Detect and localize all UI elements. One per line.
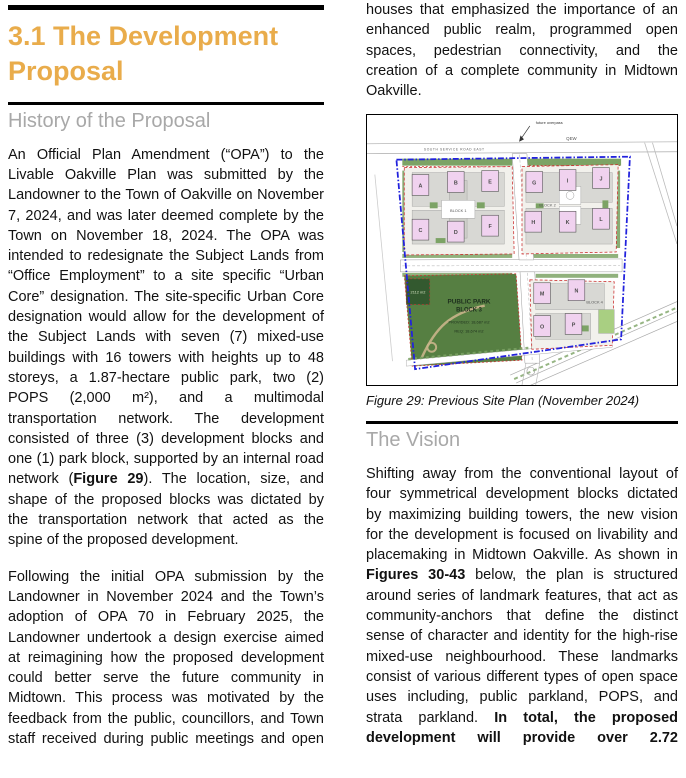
figure-29-site-plan — [366, 114, 678, 386]
block-1-label: BLOCK 1 — [449, 208, 467, 214]
park-title-label: PUBLIC PARK — [447, 299, 491, 307]
paragraph-history-2: Following the initial OPA submission by the Landowner in November 2024 and the Town’s adoption of OPA 70 in February 2025, the Landowner undertook a design exercise aimed at reimagining how the proposed development could better serve the future community in Midtown. This process was motivated by the feedback from the public, councillors, and Town staff received during public meetings and open — [8, 568, 324, 747]
park-block-label: BLOCK 3 — [456, 308, 482, 315]
development-block-1 — [404, 167, 514, 255]
subheading-history: History of the Proposal — [8, 109, 211, 132]
tower-label: P — [571, 322, 576, 329]
paragraph-history-1: An Official Plan Amendment (“OPA”) to the Livable Oakville Plan was submitted by the Landowner to the Town of Oakville on November 7, 2024, and was later deemed complete by the Town on November 18, 2024. The OPA was intended to redesignate the Subject Lands from “Office Employment” to a site specific “Urban Core” designation. The site-specific Urban Core designation would allow for the development of the Subject Lands with seven (7) mixed-use buildings with 16 towers with heights up to 48 storeys, a 1.87-hectare public park, two (2) POPS (2,000 m²), and a multimodal transportation network. The development consisted of three (3) development blocks and one (1) park block, supported by an internal road network (Figure 29). The location, size, and shape of the proposed blocks was dictated by the transportation network that acted as the spine of the proposed development. — [8, 146, 324, 549]
park-required-label: REQ: 18,674 m2 — [454, 328, 484, 334]
tower-label: I — [566, 178, 569, 185]
tower-label: L — [599, 217, 603, 224]
tower-label: J — [599, 176, 603, 184]
tower-label: F — [488, 224, 492, 231]
section-heading: 3.1 The Development Proposal — [8, 21, 279, 87]
tower-label: O — [540, 324, 545, 331]
tower-label: A — [418, 183, 423, 190]
subheading-vision: The Vision — [366, 428, 461, 451]
tower-label: H — [531, 220, 536, 227]
highway-label: QEW — [566, 136, 577, 142]
tower-label: C — [418, 228, 423, 235]
tower-label: E — [488, 179, 492, 186]
tower-label: G — [532, 180, 537, 187]
tower-label: K — [565, 220, 570, 227]
top-road-label: SOUTH SERVICE ROAD EAST — [423, 148, 485, 153]
development-block-2 — [522, 165, 618, 254]
vision-rule — [366, 421, 678, 424]
block-4-label: BLOCK 4 — [586, 300, 603, 306]
heading-rule — [8, 102, 324, 105]
paragraph-continuation: houses that emphasized the importance of an enhanced public realm, programmed open spaces, pedestrian connectivity, and the creation of a complete community in Midtown Oakville. — [366, 2, 678, 100]
site-plan-drawing — [367, 115, 677, 385]
future-overpass-label: future overpass — [535, 120, 563, 126]
strata-park-area-label: 2112 m2 — [410, 290, 426, 296]
paragraph-vision: Shifting away from the conventional layout of four symmetrical development blocks dictated by maximizing building towers, the new vision for the development is focused on livability and placemaking in Midtown Oakville. As shown in Figures 30-43 below, the plan is structured around series of landmark features, that act as community-anchors that define the distinct sense of character and identity for the high-rise mixed-use neighbourhood. These landmarks consist of various different types of open space uses including, public parkland, POPS, and strata parkland. In total, the proposed development will provide over 2.72 — [366, 465, 678, 746]
left-column — [8, 0, 324, 749]
tower-label: M — [539, 292, 545, 299]
tower-label: N — [574, 289, 579, 296]
development-block-4 — [530, 280, 614, 349]
figure-caption: Figure 29: Previous Site Plan (November 2024) — [366, 393, 640, 409]
right-column — [366, 0, 678, 748]
tower-label: D — [453, 230, 458, 237]
tower-label: B — [453, 180, 458, 187]
block-2-label: BLOCK 2 — [539, 202, 556, 208]
top-rule — [8, 5, 324, 10]
park-provided-label: PROVIDED: 18,687 m2 — [448, 319, 490, 325]
